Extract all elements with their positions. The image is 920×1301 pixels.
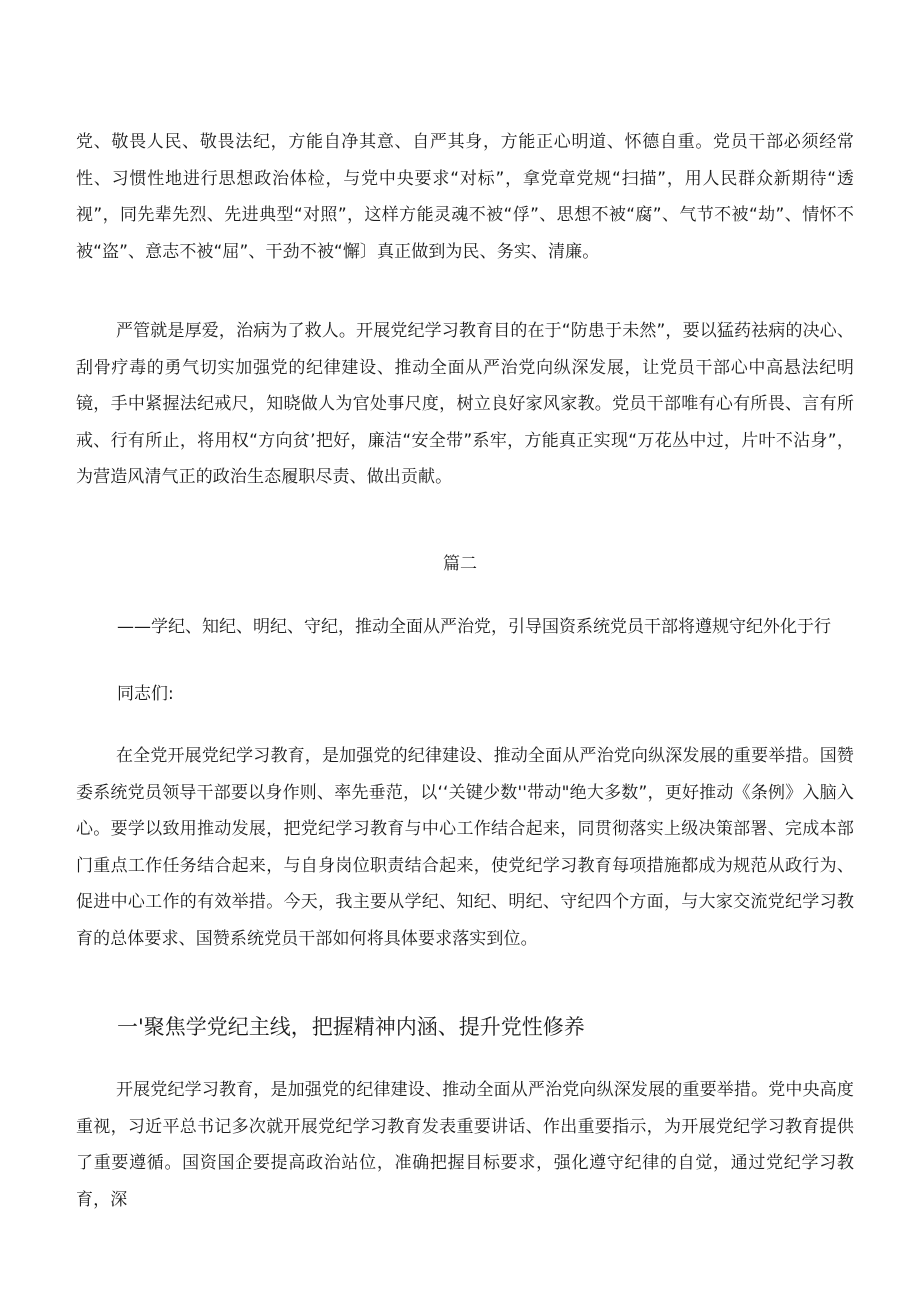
section-title: 篇二 (443, 554, 477, 574)
speech-subtitle: ——学纪、知纪、明纪、守纪，推动全面从严治党，引导国资系统党员干部将遵规守纪外化于行 (117, 617, 831, 637)
paragraph-political-checkup: 党、敬畏人民、敬畏法纪，方能自净其意、自严其身，方能正心明道、怀德自重。党员干部必须经常性、习惯性地进行思想政治体检，与党中央要求“对标”，拿党章党规“扫描”，用人民群众新期待“透视”，同先辈先烈、先进典型“对照”，这样方能灵魂不被“俘”、思想不被“腐”、气节不被“劫”、情怀不被“盗”、意志不被“屈”、干劲不被“懈〕真正做到为民、务实、清廉。 (76, 132, 854, 262)
paragraph-strict-management: 严管就是厚爱，治病为了救人。开展党纪学习教育目的在于“防患于未然”，要以猛药祛病的决心、刮骨疗毒的勇气切实加强党的纪律建设、推动全面从严治党向纵深发展，让党员干部心中高悬法纪明镜，手中紧握法纪戒尺，知晓做人为官处事尺度，树立良好家风家教。党员干部唯有心有所畏、言有所戒、行有所止，将用权“方向贫’把好，廉洁“安全带”系牢，方能真正实现“万花丛中过，片叶不沾身”，为营造风清气正的政治生态履职尽责、做出贡献。 (76, 321, 854, 487)
greeting: 同志们: (117, 684, 174, 704)
heading-section-one: 一'聚焦学党纪主线，把握精神内涵、提升党性修养 (117, 1015, 585, 1039)
paragraph-section-one: 开展党纪学习教育，是加强党的纪律建设、推动全面从严治党向纵深发展的重要举措。党中央高度重视，习近平总书记多次就开展党纪学习教育发表重要讲话、作出重要指示，为开展党纪学习教育提供了重要遵循。国资国企要提高政治站位，准确把握目标要求，强化遵守纪律的自觉，通过党纪学习教育，深 (76, 1080, 854, 1210)
paragraph-intro: 在全党开展党纪学习教育，是加强党的纪律建设、推动全面从严治党向纵深发展的重要举措。国赞委系统党员领导干部要以身作则、率先垂范，以‘‘关键少数''带动"绝大多数”，更好推动《条例》入脑入心。要学以致用推动发展，把党纪学习教育与中心工作结合起来，同贯彻落实上级决策部署、完成本部门重点工作任务结合起来，与自身岗位职责结合起来，使党纪学习教育每项措施都成为规范从政行为、促进中心工作的有效举措。今天，我主要从学纪、知纪、明纪、守纪四个方面，与大家交流党纪学习教育的总体要求、国赞系统党员干部如何将具体要求落实到位。 (76, 746, 854, 949)
